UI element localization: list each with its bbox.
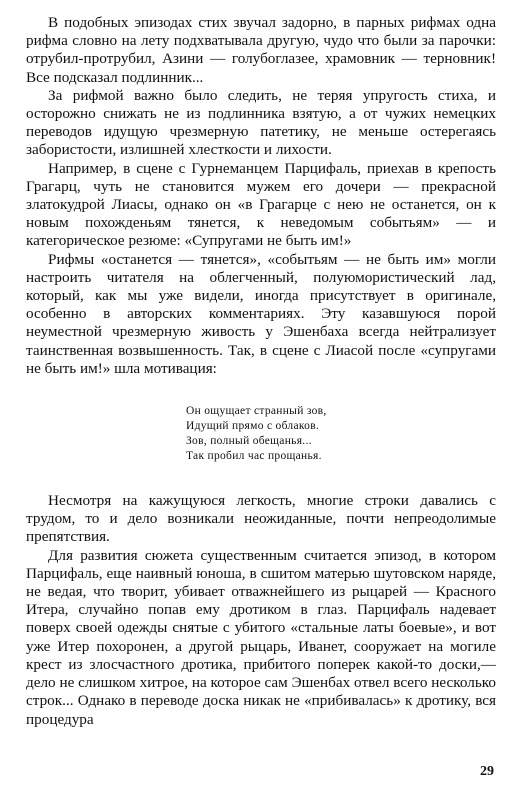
paragraph-6: Для развития сюжета существенным считается эпизод, в котором Парцифаль, еще наивный юноша, в сшитом матерью шутовском наряде, не ведая, что творит, убивает отважнейшего из рыцарей — Красного Итера, случайно попав ему дротиком в глаз. Парцифаль надевает поверх своей одежды снятые с убитого «стальные латы боевые», и вот уже Итер похоронен, а другой рыцарь, Иванет, сооружает на могиле крест из злосчастного дротика, прибитого поперек какой-то доски,— дело не слишком хитрое, на которое сам Эшенбах отвел всего несколько строк... Однако в переводе доска никак не «прибивалась» к дротику, вся процедура [26, 546, 496, 728]
book-page [26, 14, 496, 729]
poem-line-1: Он ощущает странный зов, [186, 405, 327, 418]
poem-line-3: Зов, полный обещанья... [186, 435, 312, 448]
paragraph-3: Например, в сцене с Гурнеманцем Парцифаль, приехав в крепость Грагарц, чуть не становится мужем его дочери — прекрасной златокудрой Лиасы, однако он «в Грагарце с нею не останется, он к новым похожденьям тянется, к неведомым событьям» — и категорическое резюме: «Супругами не быть им!» [26, 159, 496, 250]
paragraph-4: Рифмы «останется — тянется», «событьям — не быть им» могли настроить читателя на облегченный, полуюмористический лад, который, как мы уже видели, иногда присутствует в оригинале, особенно в авторских комментариях. Эту казавшуюся порой неуместной чрезмерную живость у Эшенбаха всегда нейтрализует таинственная возвышенность. Так, в сцене с Лиасой после «супругами не быть им!» шла мотивация: [26, 250, 496, 377]
paragraph-1: В подобных эпизодах стих звучал задорно, в парных рифмах одна рифма словно на лету подхватывала другую, чудо что были за парочки: отрубил-протрубил, Азини — голубоглазее, храмовник — терновник! Все подсказал подлинник... [26, 14, 496, 86]
poem-quote [186, 404, 496, 464]
page-number: 29 [480, 764, 494, 779]
paragraph-5: Несмотря на кажущуюся легкость, многие строки давались с трудом, то и дело возникали неожиданные, почти непреодолимые препятствия. [26, 492, 496, 546]
poem-line-2: Идущий прямо с облаков. [186, 420, 320, 433]
poem-line-4: Так пробил час прощанья. [186, 450, 322, 463]
paragraph-2: За рифмой важно было следить, не теряя упругость стиха, и осторожно снижать не из подлинника взятую, а от чужих немецких переводов идущую чрезмерную патетику, не меньше остерегаясь забористости, излишней хлесткости и лихости. [26, 86, 496, 159]
